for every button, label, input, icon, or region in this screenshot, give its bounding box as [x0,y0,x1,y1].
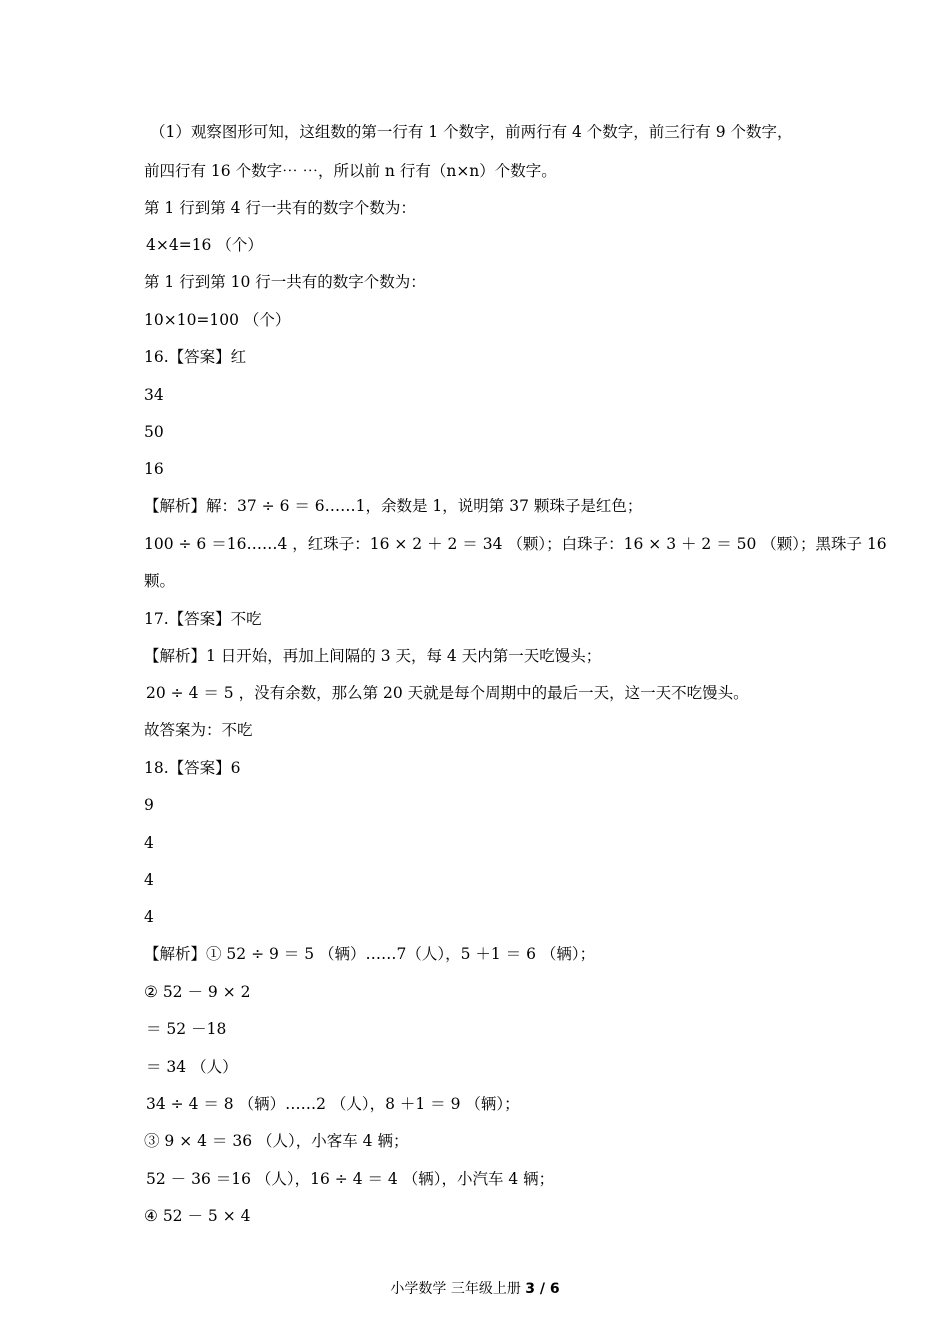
text-line: 故答案为：不吃 [144,721,253,739]
text-line: ＝ 52 －18 [146,1020,227,1038]
text-line: 100 ÷ 6 ＝16……4 ，红珠子：16 ⨯ 2 ＋ 2 ＝ 34 （颗）；白珠子：16 ⨯ 3 ＋ 2 ＝ 50 （颗）；黑珠子 16 [144,535,887,553]
text-line: 【解析】1 日开始，再加上间隔的 3 天，每 4 天内第一天吃馒头； [144,647,602,665]
text-line: 【解析】解：37 ÷ 6 ＝ 6……1，余数是 1，说明第 37 颗珠子是红色； [144,497,643,515]
answer-heading: 16.【答案】红 [144,348,247,366]
page-footer [0,1278,950,1298]
answer-heading: 17.【答案】不吃 [144,610,262,628]
text-line: ④ 52 － 5 ⨯ 4 [144,1207,251,1225]
text-line: 52 － 36 ＝16 （人），16 ÷ 4 ＝ 4 （辆），小汽车 4 辆； [146,1170,555,1188]
text-line: ＝ 34 （人） [146,1058,238,1076]
text-line: 颗。 [144,572,176,590]
text-line: 前四行有 16 个数字⋯ ⋯，所以前 n 行有（n⨯n）个数字。 [144,162,557,180]
text-line: 第 1 行到第 10 行一共有的数字个数为： [144,273,426,291]
text-line: 10⨯10=100 （个） [144,311,291,329]
text-line: 34 ÷ 4 ＝ 8 （辆）……2 （人），8 ＋1 ＝ 9 （辆）； [146,1095,520,1113]
text-line: 9 [144,796,154,814]
text-line: 4 [144,834,154,852]
text-line: 4 [144,871,154,889]
text-line: 50 [144,423,164,441]
text-line: 4⨯4=16 （个） [146,236,263,254]
text-line: ② 52 － 9 ⨯ 2 [144,983,251,1001]
text-line: 4 [144,908,154,926]
page-number: 3 / 6 [525,1281,560,1297]
text-line: 20 ÷ 4 ＝ 5 ，没有余数，那么第 20 天就是每个周期中的最后一天，这一天不吃馒头。 [146,684,749,702]
text-line: （1）观察图形可知，这组数的第一行有 1 个数字，前两行有 4 个数字，前三行有 9 个数字， [150,123,793,141]
footer-subject: 小学数学 三年级上册 [390,1281,521,1297]
text-line: 16 [144,460,164,478]
text-line: 第 1 行到第 4 行一共有的数字个数为： [144,199,416,217]
text-line: ③ 9 ⨯ 4 ＝ 36 （人），小客车 4 辆； [144,1132,409,1150]
answer-heading: 18.【答案】6 [144,759,241,777]
text-line: 【解析】① 52 ÷ 9 ＝ 5 （辆）……7（人），5 ＋1 ＝ 6 （辆）； [144,945,596,963]
text-line: 34 [144,386,164,404]
